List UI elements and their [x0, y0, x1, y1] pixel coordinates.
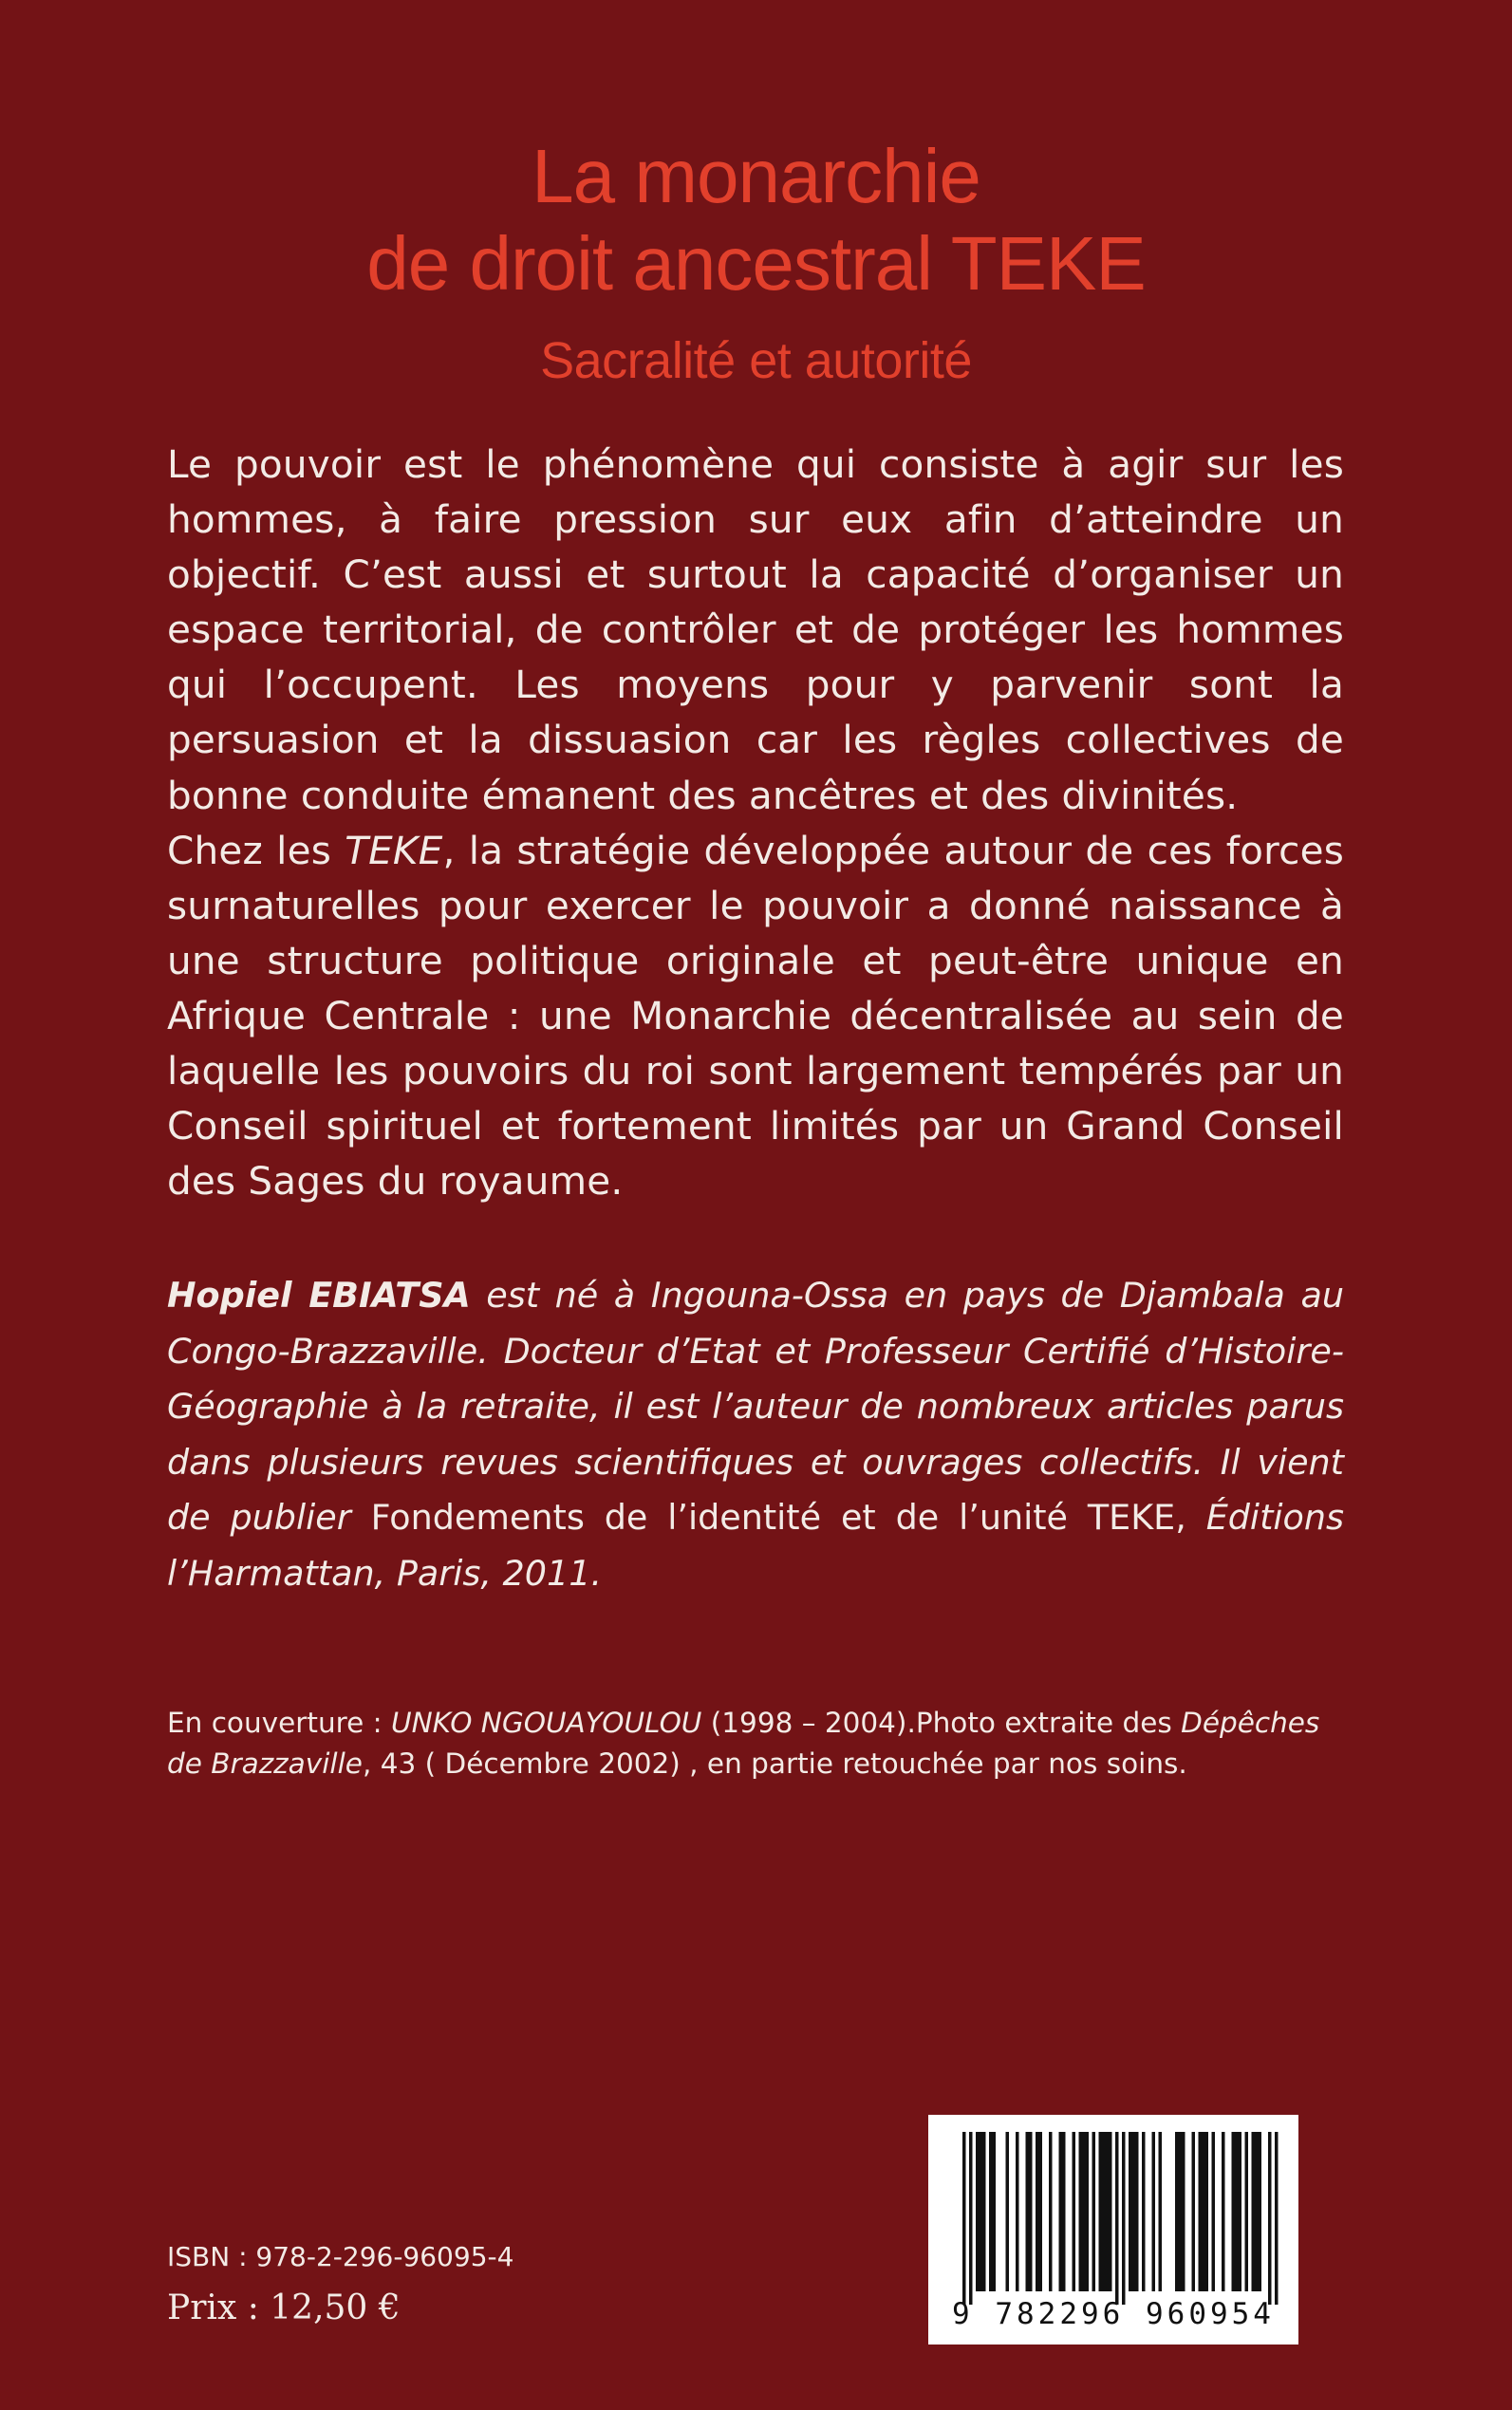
book-title-line-1: La monarchie: [532, 134, 980, 218]
barcode-bar: [1205, 2132, 1209, 2291]
credit-source-line-2: de Brazzaville: [167, 1747, 363, 1780]
barcode-bar: [1129, 2132, 1132, 2291]
barcode-bar: [1222, 2132, 1225, 2291]
barcode-bar: [1099, 2132, 1103, 2291]
credit-prefix: En couverture :: [167, 1707, 391, 1739]
barcode-bar: [1086, 2132, 1090, 2291]
barcode-bar: [1102, 2132, 1106, 2291]
barcode-bar: [1142, 2132, 1146, 2291]
barcode-bar: [1235, 2132, 1239, 2291]
bio-book-title: Fondements de l’identité et de l’unité TEKE,: [370, 1497, 1186, 1538]
barcode-bar: [1252, 2132, 1256, 2291]
barcode-bar: [1212, 2132, 1216, 2291]
book-summary: [167, 437, 1344, 1208]
isbn-number: ISBN : 978-2-296-96095-4: [167, 2241, 514, 2272]
barcode-bar: [1152, 2132, 1156, 2291]
barcode-bar: [980, 2132, 983, 2291]
barcode-bar: [1092, 2132, 1096, 2291]
barcode-bar: [1122, 2132, 1126, 2305]
barcode-bar: [1268, 2132, 1272, 2305]
author-bio: [167, 1268, 1344, 1601]
cover-title-block: [0, 133, 1512, 391]
barcode-bar: [1135, 2132, 1139, 2291]
author-name: Hopiel EBIATSA: [167, 1275, 471, 1316]
summary-p2-italic: TEKE: [345, 827, 443, 873]
credit-middle: (1998 – 2004).Photo extraite des: [701, 1707, 1182, 1739]
barcode-bar: [1255, 2132, 1259, 2291]
bio-text-2: Éditions l’Harmattan, Paris, 2011.: [167, 1497, 1345, 1594]
barcode-bar: [1106, 2132, 1110, 2291]
summary-paragraph-1: Le pouvoir est le phénomène qui consiste à agir sur les hommes, à faire pression sur eux afin d’atteindre un objectif. C’est aussi et surtout la capacité d’organiser un espace territorial, de contrôler et de protéger les hommes qui l’occupent. Les moyens pour y parvenir sont la persuasion et la dissuasion car les règles collectives de bonne conduite émanent des ancêtres et des divinités.: [167, 441, 1344, 818]
summary-p2-rest: , la stratégie développée autour de ces forces surnaturelles pour exercer le pouvoir a donné naissance à une structure politique originale et peut-être unique en Afrique Centrale : une Monarchie décentralisée au sein de laquelle les pouvoirs du roi sont largement tempérés par un Conseil spirituel et fortement limités par un Grand Conseil des Sages du royaume.: [167, 827, 1344, 1205]
credit-subject: UNKO NGOUAYOULOU: [391, 1707, 702, 1739]
barcode-bar: [1109, 2132, 1112, 2291]
credit-source-line-1: Dépêches: [1181, 1707, 1320, 1739]
barcode-bar: [1062, 2132, 1066, 2291]
barcode-bar: [1182, 2132, 1185, 2291]
barcode-bar: [1073, 2132, 1076, 2291]
barcode-bar: [1239, 2132, 1242, 2291]
barcode-bar: [1059, 2132, 1063, 2291]
barcode-bar: [982, 2132, 986, 2291]
barcode-bar: [1049, 2132, 1053, 2291]
barcode-bar: [1199, 2132, 1203, 2291]
barcode-bar: [1132, 2132, 1136, 2291]
summary-p2-prefix: Chez les: [167, 827, 345, 873]
barcode-bar: [1016, 2132, 1019, 2291]
barcode-bar: [1036, 2132, 1039, 2291]
summary-paragraph-2: [167, 823, 1344, 1209]
barcode-bar: [969, 2132, 973, 2305]
barcode-bar: [1202, 2132, 1205, 2291]
barcode-bar: [1082, 2132, 1086, 2291]
barcode-digits: 9 782296 960954: [952, 2297, 1275, 2331]
barcode-bar: [989, 2132, 993, 2291]
barcode-bar: [1232, 2132, 1236, 2291]
book-title-line-2: de droit ancestral TEKE: [366, 221, 1146, 306]
cover-photo-credit: [167, 1703, 1344, 1784]
barcode-bar: [1079, 2132, 1083, 2291]
barcode-bar: [1245, 2132, 1249, 2291]
barcode-bar: [1026, 2132, 1030, 2291]
barcode-bar: [1115, 2132, 1119, 2305]
barcode-bar: [1175, 2132, 1179, 2291]
barcode-bar: [1029, 2132, 1033, 2291]
barcode: [928, 2115, 1298, 2345]
barcode-bar: [1275, 2132, 1279, 2305]
price-label: Prix : 12,50 €: [167, 2289, 401, 2327]
barcode-bar: [1259, 2132, 1262, 2291]
barcode-bar: [1006, 2132, 1010, 2291]
barcode-bar: [1192, 2132, 1196, 2291]
barcode-bar: [962, 2132, 966, 2305]
barcode-bar: [993, 2132, 997, 2291]
credit-suffix: , 43 ( Décembre 2002) , en partie retouchée par nos soins.: [362, 1747, 1187, 1780]
barcode-bar: [1159, 2132, 1163, 2291]
book-subtitle: Sacralité et autorité: [540, 332, 972, 389]
barcode-bar: [1039, 2132, 1043, 2291]
barcode-bar: [1179, 2132, 1183, 2291]
bio-text-1: est né à Ingouna-Ossa en pays de Djambala au Congo-Brazzaville. Docteur d’Etat et Professeur Certifié d’Histoire-Géographie à la retraite, il est l’auteur de nombreux articles parus dans plusieurs revues scientifiques et ouvrages collectifs. Il vient de publier: [167, 1275, 1344, 1538]
barcode-bar: [976, 2132, 980, 2291]
